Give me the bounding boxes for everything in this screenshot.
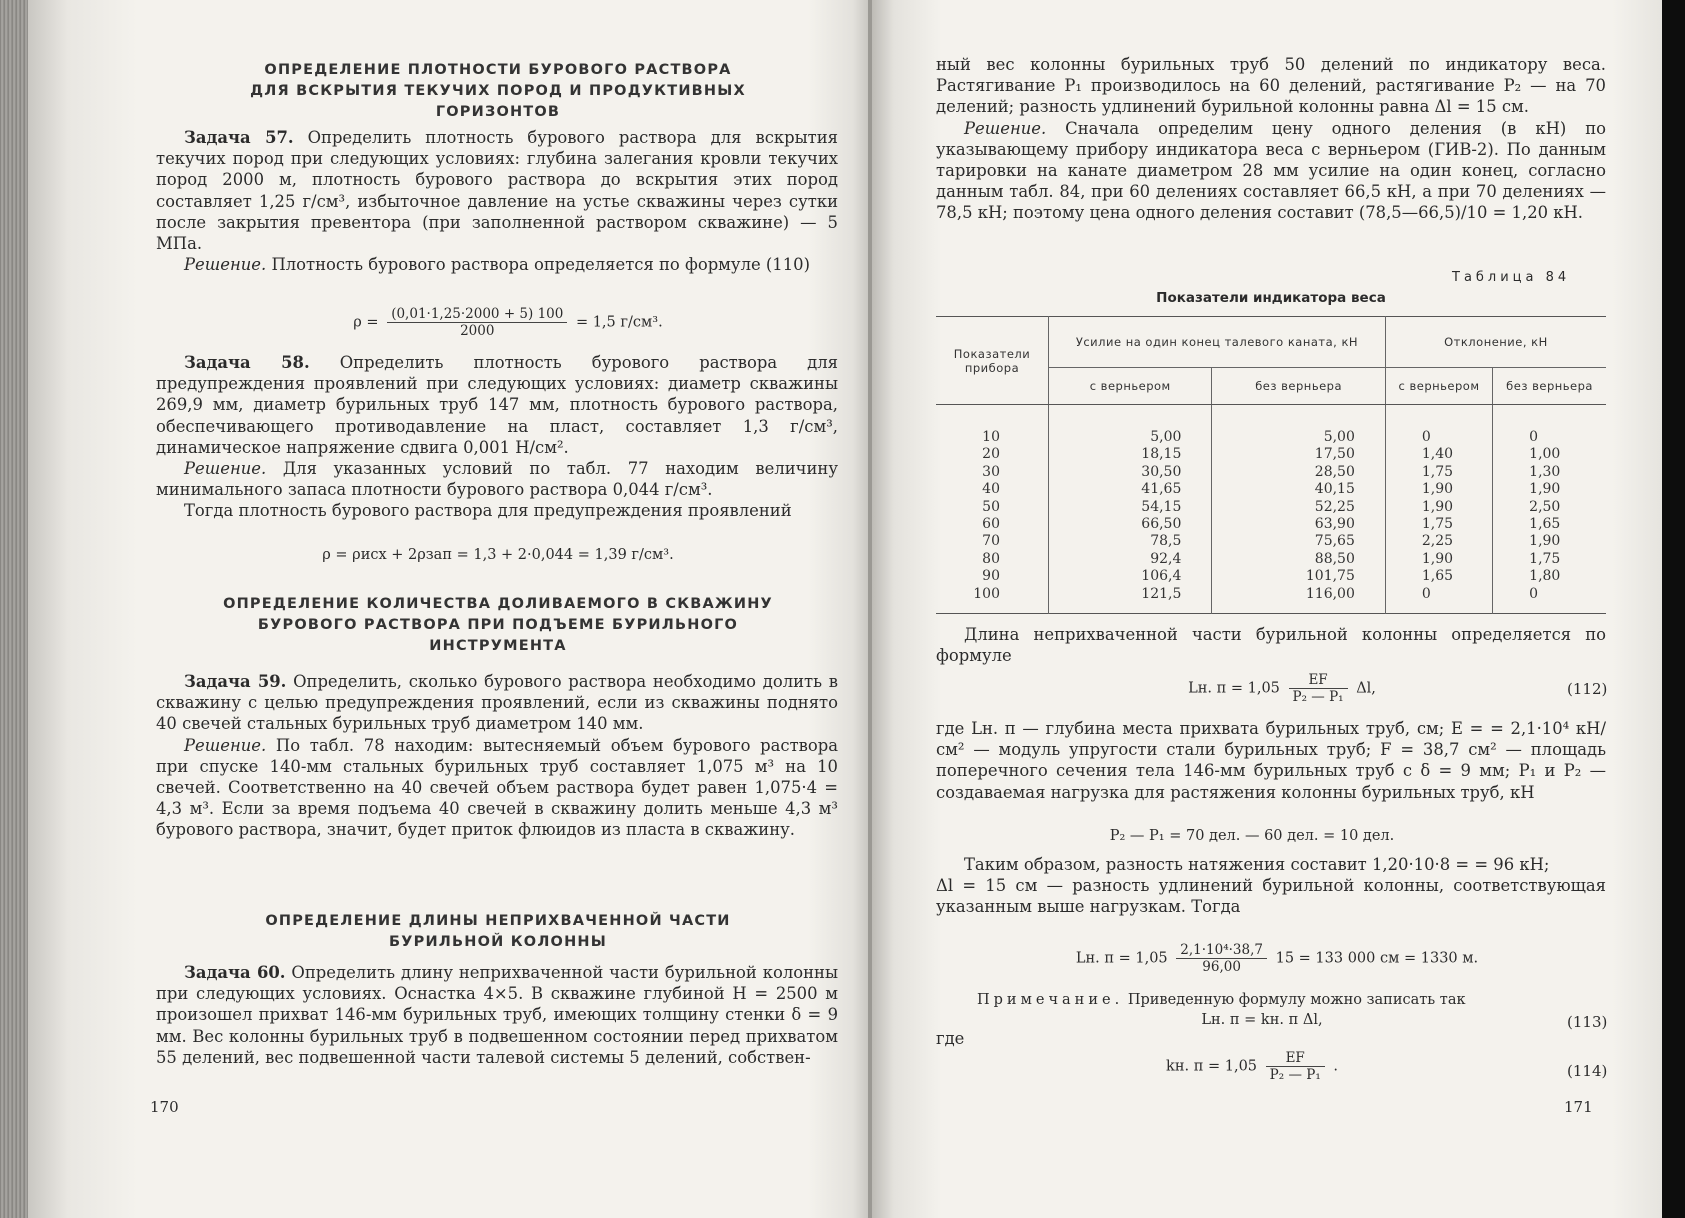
formula-57: [288, 306, 728, 339]
formula-113: Lн. п = kн. п Δl,: [1201, 1012, 1323, 1028]
formula-fraction: [1176, 942, 1267, 975]
formula-fraction: [1289, 672, 1348, 705]
table-cell: 1,75: [1385, 516, 1492, 533]
formula-rhs: .: [1333, 1058, 1338, 1075]
task58-block: [156, 352, 838, 522]
continued-text: ный вес колонны бурильных труб 50 делений по индикатору веса. Растягивание P₁ производилось на 60 делений, растягивание P₂ — на 70 делений; разность удлинений бурильной колонны равна Δl = 15 см.: [936, 55, 1606, 117]
table-cell: 40,15: [1212, 481, 1385, 498]
fraction-denominator: P₂ — P₁: [1292, 689, 1344, 705]
table-row: [936, 481, 1606, 498]
table-row: [936, 568, 1606, 585]
table-cell: 41,65: [1049, 481, 1212, 498]
heading-line: БУРОВОГО РАСТВОРА ПРИ ПОДЪЕМЕ БУРИЛЬНОГО: [257, 617, 739, 633]
fraction-numerator: EF: [1266, 1050, 1325, 1067]
solution-label: Решение.: [184, 459, 267, 479]
task59-block: [156, 671, 838, 841]
page-number-left: 170: [150, 1098, 179, 1116]
table-cell: 66,50: [1049, 516, 1212, 533]
sol57-text: Плотность бурового раствора определяется по формуле (110): [271, 255, 810, 275]
table-cell: 0: [1529, 429, 1539, 445]
formula-fraction: [387, 306, 567, 339]
table-row: [936, 405, 1606, 447]
section-heading-density: [178, 60, 818, 123]
table-cell: 0: [1385, 405, 1492, 447]
formula-calc: [1042, 942, 1512, 975]
table-cell: 1,80: [1529, 568, 1561, 585]
task59-text: Определить, сколько бурового раствора необходимо долить в скважину с целью предупреждения проявлений, если из скважины поднято 40 свечей стальных бурильных труб диаметром 140 мм.: [156, 672, 838, 734]
note-line: [977, 992, 1466, 1008]
table-cell: 28,50: [1212, 464, 1385, 481]
task57-block: [156, 127, 838, 275]
table-row: [936, 586, 1606, 614]
table-cell: 1,65: [1385, 568, 1492, 585]
table-cell: 78,5: [1049, 533, 1212, 550]
table-cell: 0: [1529, 585, 1539, 602]
equation-number-113: (113): [1567, 1013, 1608, 1031]
sol58-text2: Тогда плотность бурового раствора для предупреждения проявлений: [184, 501, 792, 521]
task60-continued: [936, 54, 1606, 224]
solution-label: Решение.: [184, 255, 267, 275]
table-cell: 2,50: [1529, 498, 1561, 515]
heading-line: ОПРЕДЕЛЕНИЕ КОЛИЧЕСТВА ДОЛИВАЕМОГО В СКВАЖИНУ: [223, 596, 773, 612]
sol60-text: Сначала определим цену одного деления (в кН) по указывающему прибору индикатора веса с верньером (ГИВ-2). По данным тарировки на канате диаметром 28 мм усилие на один конец, согласно данным табл. 84, при 60 делениях составляет 66,5 кН, а при 70 делениях — 78,5 кН; поэтому цена одного деления составит (78,5—66,5)/10 = 1,20 кН.: [936, 118, 1606, 223]
where-paragraph: [936, 718, 1606, 803]
formula-112: [1072, 672, 1492, 705]
table-cell: 30,50: [1049, 464, 1212, 481]
task59-label: Задача 59.: [184, 672, 287, 691]
table-cell: 1,75: [1529, 550, 1561, 567]
formula-rhs: Δl,: [1356, 680, 1376, 697]
left-page: [28, 0, 870, 1218]
table-cell: 40: [936, 481, 1049, 498]
page-number-right: 171: [1564, 1098, 1593, 1116]
sol58-text: Для указанных условий по табл. 77 находим величину минимального запаса плотности бурового раствора 0,044 г/см³.: [156, 459, 838, 500]
table-cell: 75,65: [1212, 533, 1385, 550]
formula-lhs: Lн. п = 1,05: [1188, 680, 1280, 697]
table-cell: 20: [936, 446, 1049, 463]
note-text: Приведенную формулу можно записать так: [1127, 992, 1466, 1008]
header-dev-without-vernier: без верньера: [1493, 368, 1606, 405]
length-paragraph: [936, 624, 1606, 666]
task60-label: Задача 60.: [184, 963, 286, 982]
fraction-numerator: (0,01·1,25·2000 + 5) 100: [387, 306, 567, 323]
table-row: [936, 551, 1606, 568]
task58-label: Задача 58.: [184, 353, 310, 372]
table-title: Показатели индикатора веса: [1156, 290, 1386, 306]
table-cell: 80: [936, 551, 1049, 568]
section-heading-length: [178, 911, 818, 953]
task60-text: Определить длину неприхваченной части бурильной колонны при следующих условиях. Оснастка 4×5. В скважине глубиной H = 2500 м произошел прихват 146-мм бурильных труб, имеющих толщину стенки δ = 9 мм. Вес колонны бурильных труб в подвешенном состоянии перед прихватом 55 делений, вес подвешенной части талевой системы 5 делений, собствен-: [156, 963, 839, 1067]
fraction-numerator: EF: [1289, 672, 1348, 689]
formula-58: ρ = ρисх + 2ρзап = 1,3 + 2·0,044 = 1,39 г/см³.: [322, 547, 674, 563]
where2-text: где: [936, 1029, 965, 1048]
table-cell: 106,4: [1049, 568, 1212, 585]
table-cell: 50: [936, 499, 1049, 516]
formula-lhs: ρ =: [353, 314, 379, 331]
header-force-with-vernier: с верньером: [1049, 368, 1212, 405]
equation-number-112: (112): [1567, 680, 1608, 698]
result-paragraph: [936, 854, 1606, 918]
heading-line: ОПРЕДЕЛЕНИЕ ПЛОТНОСТИ БУРОВОГО РАСТВОРА: [264, 62, 732, 78]
table-row: [936, 533, 1606, 550]
task58-text: Определить плотность бурового раствора для предупреждения проявлений при следующих условиях: диаметр скважины 269,9 мм, диаметр бурильных труб 147 мм, плотность бурового раствора, обеспечивающего противодавление на пласт, составляет 1,3 г/см³, динамическое напряжение сдвига 0,001 Н/см².: [156, 353, 838, 457]
table-cell: 10: [936, 405, 1049, 447]
where2: [936, 1028, 964, 1049]
thus-text: Таким образом, разность натяжения составит 1,20·10·8 = = 96 кН;: [964, 855, 1550, 874]
table-cell: 100: [936, 586, 1049, 614]
table-cell: 1,90: [1385, 551, 1492, 568]
heading-line: ИНСТРУМЕНТА: [429, 638, 567, 654]
table-cell: 1,40: [1385, 446, 1492, 463]
task60-block: [156, 962, 838, 1068]
table-cell: 90: [936, 568, 1049, 585]
equation-number-114: (114): [1567, 1062, 1608, 1080]
table-cell: 1,65: [1529, 516, 1561, 533]
fraction-denominator: 96,00: [1202, 959, 1241, 975]
table-cell: 1,90: [1385, 481, 1492, 498]
table-body: [936, 405, 1606, 614]
table-cell: 1,90: [1529, 533, 1561, 550]
note-label: Примечание.: [977, 992, 1124, 1008]
formula-diff: P₂ — P₁ = 70 дел. — 60 дел. = 10 дел.: [1109, 828, 1395, 844]
header-force-without-vernier: без верньера: [1212, 368, 1385, 405]
formula-rhs: = 1,5 г/см³.: [575, 314, 663, 331]
table-cell: 54,15: [1049, 499, 1212, 516]
table-row: [936, 516, 1606, 533]
table-cell: 17,50: [1212, 446, 1385, 463]
fraction-denominator: 2000: [460, 323, 495, 339]
table-cell: 1,75: [1385, 464, 1492, 481]
table-cell: 5,00: [1212, 405, 1385, 447]
table-cell: 5,00: [1049, 405, 1212, 447]
table-cell: 1,30: [1529, 463, 1561, 480]
solution-label: Решение.: [964, 118, 1047, 138]
table-row: [936, 499, 1606, 516]
table-cell: 18,15: [1049, 446, 1212, 463]
length-text: Длина неприхваченной части бурильной колонны определяется по формуле: [936, 625, 1606, 666]
section-heading-refill: [158, 594, 838, 657]
table-cell: 0: [1385, 586, 1492, 614]
table-cell: 101,75: [1212, 568, 1385, 585]
heading-line: ОПРЕДЕЛЕНИЕ ДЛИНЫ НЕПРИХВАЧЕННОЙ ЧАСТИ: [265, 913, 731, 929]
formula-fraction: [1266, 1050, 1325, 1083]
solution-label: Решение.: [184, 735, 267, 755]
table-cell: 70: [936, 533, 1049, 550]
header-dev-with-vernier: с верньером: [1385, 368, 1492, 405]
heading-line: ДЛЯ ВСКРЫТИЯ ТЕКУЧИХ ПОРОД И ПРОДУКТИВНЫХ: [250, 83, 746, 99]
header-deviation: Отклонение, кН: [1385, 317, 1606, 368]
table-cell: 1,00: [1529, 446, 1561, 463]
header-instrument: Показатели прибора: [936, 317, 1049, 405]
task57-label: Задача 57.: [184, 128, 294, 147]
table-cell: 30: [936, 464, 1049, 481]
table-cell: 63,90: [1212, 516, 1385, 533]
table-cell: 121,5: [1049, 586, 1212, 614]
formula-lhs: kн. п = 1,05: [1166, 1058, 1258, 1075]
table-row: [936, 446, 1606, 463]
book-page-edges: [0, 0, 28, 1218]
delta-l-text: Δl = 15 см — разность удлинений бурильной колонны, соответствующая указанным выше нагрузкам. Тогда: [936, 876, 1606, 917]
header-force: Усилие на один конец талевого каната, кН: [1049, 317, 1386, 368]
formula-114: [1102, 1050, 1402, 1083]
heading-line: ГОРИЗОНТОВ: [435, 104, 561, 120]
table-cell: 116,00: [1212, 586, 1385, 614]
table-cell: 88,50: [1212, 551, 1385, 568]
table-row: [936, 464, 1606, 481]
table-cell: 60: [936, 516, 1049, 533]
fraction-numerator: 2,1·10⁴·38,7: [1176, 942, 1267, 959]
fraction-denominator: P₂ — P₁: [1269, 1067, 1321, 1083]
formula-lhs: Lн. п = 1,05: [1075, 950, 1168, 967]
heading-line: БУРИЛЬНОЙ КОЛОННЫ: [389, 934, 607, 950]
table-cell: 1,90: [1529, 481, 1561, 498]
where-text: где Lн. п — глубина места прихвата бурильных труб, см; E = = 2,1·10⁴ кН/см² — модуль упругости стали бурильных труб; F = 38,7 см² — площадь поперечного сечения тела 146-мм бурильных труб с δ = 9 мм; P₁ и P₂ — создаваемая нагрузка для растяжения колонны бурильных труб, кН: [936, 719, 1606, 802]
formula-rhs: 15 = 133 000 см = 1330 м.: [1275, 950, 1479, 967]
sol59-text: По табл. 78 находим: вытесняемый объем бурового раствора при спуске 140-мм стальных бурильных труб составляет 1,075 м³ на 10 свечей. Соответственно на 40 свечей объем раствора будет равен 1,075·4 = 4,3 м³. Если за время подъема 40 свечей в скважину долить меньше 4,3 м³ бурового раствора, значит, будет приток флюидов из пласта в скважину.: [156, 735, 838, 840]
table-cell: 52,25: [1212, 499, 1385, 516]
right-page: [872, 0, 1662, 1218]
table-cell: 2,25: [1385, 533, 1492, 550]
table-label: Таблица 84: [1452, 270, 1571, 285]
table-cell: 92,4: [1049, 551, 1212, 568]
table-cell: 1,90: [1385, 499, 1492, 516]
weight-indicator-table: [936, 316, 1606, 614]
task57-text: Определить плотность бурового раствора для вскрытия текучих пород при следующих условиях: глубина залегания кровли текучих пород 2000 м, плотность бурового раствора до вскрытия этих пород составляет 1,25 г/см³, избыточное давление на устье скважины через сутки после закрытия превентора (при заполненной раствором скважине) — 5 МПа.: [156, 128, 839, 254]
